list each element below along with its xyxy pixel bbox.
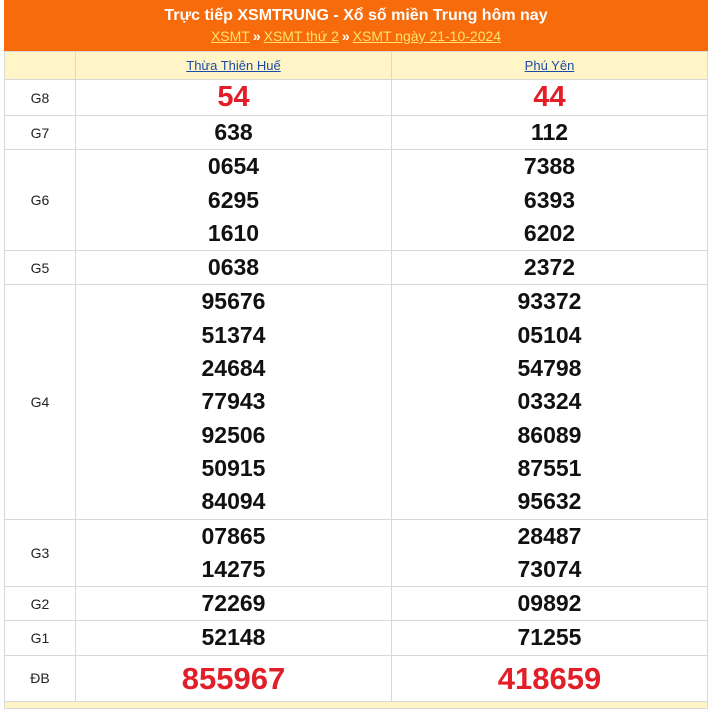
prize-number: 77943 [201,388,266,415]
prize-cell [76,251,392,285]
prize-number: 855967 [181,660,286,696]
prize-number: 0654 [207,153,260,180]
prize-number: 07865 [201,522,266,549]
prize-label: G7 [5,116,76,150]
prize-label: G4 [5,285,76,519]
breadcrumb [4,27,708,45]
prize-cell [392,621,708,655]
prize-cell [392,80,708,116]
breadcrumb-separator: » [252,28,261,44]
prize-number: 24684 [201,355,266,382]
breadcrumb-xsmt-date[interactable]: XSMT ngày 21-10-2024 [352,28,502,44]
prize-number: 86089 [517,421,582,448]
prize-number: 03324 [517,388,582,415]
prize-number: 14275 [201,555,266,582]
prize-number: 84094 [201,488,266,515]
results-panel [4,0,708,709]
prize-cell [392,116,708,150]
province-header-thua-thien-hue [76,52,392,80]
prize-label: G1 [5,621,76,655]
prize-number: 6202 [523,219,576,246]
prize-number: 05104 [517,321,582,348]
results-body [5,80,708,702]
prize-number: 6295 [207,186,260,213]
prize-label: G3 [5,519,76,587]
breadcrumb-separator: » [341,28,350,44]
prize-number: 2372 [523,254,576,281]
prize-cell [392,251,708,285]
prize-cell [76,655,392,701]
prize-number: 93372 [517,288,582,315]
results-header [4,0,708,51]
prize-number: 54 [217,81,250,113]
prize-number: 95632 [517,488,582,515]
table-row [5,285,708,519]
prize-number: 92506 [201,421,266,448]
table-header-row [5,52,708,80]
prize-number: 1610 [207,219,260,246]
prize-number: 418659 [497,660,602,696]
province-link-thua-thien-hue[interactable]: Thừa Thiên Huế [186,58,281,73]
prize-number: 6393 [523,186,576,213]
prize-number: 0638 [207,254,260,281]
prize-number: 71255 [517,624,582,651]
prize-number: 95676 [201,288,266,315]
prize-cell [76,80,392,116]
prize-number: 72269 [201,590,266,617]
prize-label: G5 [5,251,76,285]
prize-cell [392,587,708,621]
prize-cell [76,116,392,150]
prize-cell [76,519,392,587]
prize-number: 54798 [517,355,582,382]
table-row [5,621,708,655]
table-row [5,655,708,701]
breadcrumb-xsmt-thu-2[interactable]: XSMT thứ 2 [263,28,339,44]
table-footer [4,702,708,709]
prize-number: 7388 [523,153,576,180]
prize-number: 638 [214,119,253,145]
prize-cell [392,519,708,587]
prize-label: G2 [5,587,76,621]
prize-number: 44 [533,81,566,113]
page-title: Trực tiếp XSMTRUNG - Xổ số miền Trung hôm nay [164,7,548,24]
prize-number: 73074 [517,555,582,582]
prize-number: 28487 [517,522,582,549]
prize-cell [76,285,392,519]
prize-number: 87551 [517,454,582,481]
prize-cell [76,587,392,621]
table-row [5,519,708,587]
prize-column-header [5,52,76,80]
breadcrumb-xsmt[interactable]: XSMT [210,28,250,44]
prize-label: ĐB [5,655,76,701]
prize-label: G8 [5,80,76,116]
prize-cell [76,150,392,251]
table-row [5,587,708,621]
province-link-phu-yen[interactable]: Phú Yên [524,58,575,73]
prize-cell [392,655,708,701]
prize-cell [76,621,392,655]
prize-number: 112 [530,119,569,145]
province-header-phu-yen [392,52,708,80]
prize-number: 50915 [201,454,266,481]
prize-number: 09892 [517,590,582,617]
prize-number: 51374 [201,321,266,348]
prize-cell [392,285,708,519]
table-row [5,251,708,285]
table-row [5,80,708,116]
table-row [5,116,708,150]
prize-number: 52148 [201,624,266,651]
prize-cell [392,150,708,251]
prize-label: G6 [5,150,76,251]
results-table [4,51,708,702]
table-row [5,150,708,251]
